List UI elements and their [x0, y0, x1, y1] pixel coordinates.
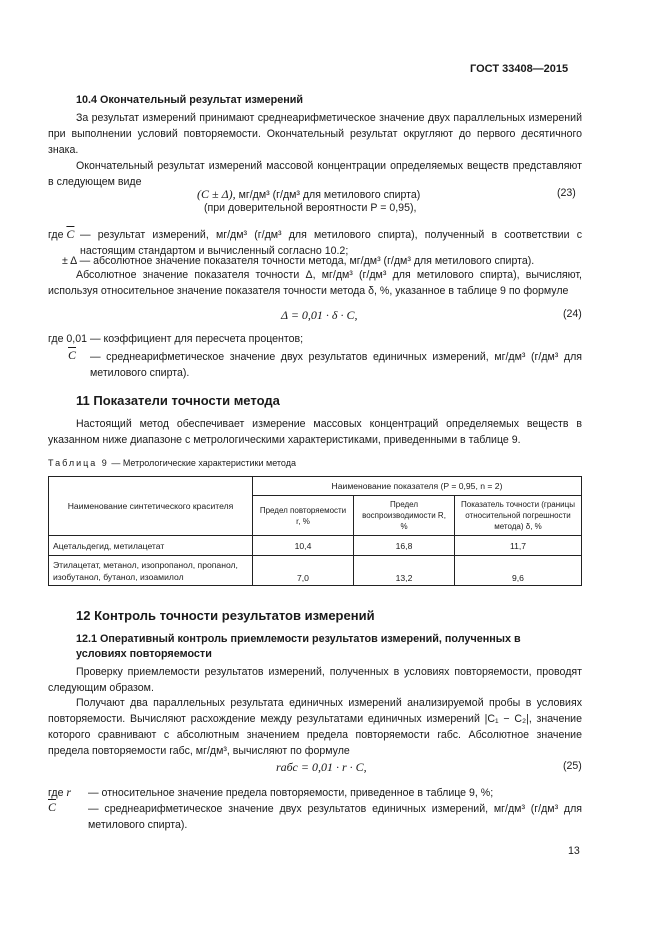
c-mean-symbol: $\overline{C}$ — [68, 348, 77, 362]
formula-24-expression: Δ = 0,01 · δ · C, — [281, 308, 358, 322]
section-10-4-title: 10.4 Окончательный результат измерений — [76, 94, 304, 106]
formula-24-number: (24) — [563, 308, 582, 320]
section-11-title: 11 Показатели точности метода — [76, 393, 280, 408]
table-cell-delta: 9,6 — [455, 556, 582, 586]
table-9-caption-text: — Метрологические характеристики метода — [111, 458, 296, 468]
where-001-definition: где 0,01 — коэффициент для пересчета процентов; — [48, 333, 304, 345]
table-cell-r: 10,4 — [253, 536, 354, 556]
table-9-header-r: Предел повторяемости r, % — [253, 496, 354, 536]
table-9 — [48, 476, 582, 586]
formula-23-probability: (при доверительной вероятности P = 0,95), — [204, 202, 417, 214]
formula-25-expression: rабс = 0,01 · r · C, — [276, 760, 367, 774]
table-9-caption-label: Таблица 9 — [48, 458, 109, 468]
where-c2-definition: — среднеарифметическое значение двух результатов единичных измерений, мг/дм³ (г/дм³ для метилового спирта). — [90, 351, 582, 379]
section-12-1-title: 12.1 Оперативный контроль приемлемости результатов измерений, полученных в условиях повторяемости — [76, 633, 521, 660]
table-9-header-group: Наименование показателя (P = 0,95, n = 2) — [253, 477, 582, 496]
where-r-definition: — относительное значение предела повторяемости, приведенное в таблице 9, %; — [88, 787, 494, 799]
formula-23-expression: (C ± Δ), — [197, 187, 236, 201]
table-cell-r: 7,0 — [253, 556, 354, 586]
table-row — [49, 556, 582, 586]
section-12-paragraph-2: Получают два параллельных результата единичных измерений анализируемой пробы в условиях повторяемости. Вычисляют расхождение между результатами единичных измерений |C₁ − C₂|, значение которого сравнивают с абсолютным значением предела повторяемости rабс. Абсолютное значение предела повторяемости rабс, мг/дм³, вычисляют по формуле — [48, 697, 582, 757]
table-cell-delta: 11,7 — [455, 536, 582, 556]
where-label-2: где r — [48, 785, 72, 799]
section-12-title: 12 Контроль точности результатов измерений — [76, 608, 375, 623]
table-9-header-delta: Показатель точности (границы относительной погрешности метода) δ, % — [455, 496, 582, 536]
section-11-paragraph: Настоящий метод обеспечивает измерение массовых концентраций определяемых веществ в указанном ниже диапазоне с метрологическими характеристиками, приведенными в таблице 9. — [48, 418, 582, 446]
section-12-paragraph-1: Проверку приемлемости результатов измерений, полученных в условиях повторяемости, проводят следующим образом. — [48, 666, 582, 694]
table-cell-name: Этилацетат, метанол, изопропанол, пропанол, изобутанол, бутанол, изоамилол — [49, 556, 253, 586]
where-delta-definition: ± Δ — абсолютное значение показателя точности метода, мг/дм³ (г/дм³ для метилового спирта). — [62, 255, 535, 267]
table-9-header-R: Предел воспроизводимости R, % — [354, 496, 455, 536]
document-id: ГОСТ 33408—2015 — [470, 63, 569, 75]
table-cell-R: 13,2 — [354, 556, 455, 586]
where-c-definition: — результат измерений, мг/дм³ (г/дм³ для метилового спирта), полученный в соответствии с настоящим стандартом и вычисленный согласно 10.2; — [80, 229, 582, 257]
table-cell-name: Ацетальдегид, метилацетат — [49, 536, 253, 556]
formula-23-number: (23) — [557, 187, 576, 199]
section-10-4-paragraph-2: Окончательный результат измерений массовой концентрации определяемых веществ представляют в следующем виде — [48, 160, 582, 188]
where-label: где $\overline{C}$ — [48, 227, 75, 241]
section-10-4-paragraph-1: За результат измерений принимают среднеарифметическое значение двух параллельных измерений при выполнении условий повторяемости. Окончательный результат округляют до первого десятичного знака. — [48, 112, 582, 156]
table-9-caption — [48, 458, 296, 468]
where-c3-definition: — среднеарифметическое значение двух результатов единичных измерений, мг/дм³ (г/дм³ для метилового спирта). — [88, 803, 582, 831]
table-cell-R: 16,8 — [354, 536, 455, 556]
formula-23 — [197, 187, 420, 202]
page-number: 13 — [568, 845, 580, 857]
section-10-4-paragraph-3: Абсолютное значение показателя точности Δ, мг/дм³ (г/дм³ для метилового спирта), вычисляют, используя относительное значение показателя точности метода δ, %, указанное в таблице 9 по формуле — [48, 269, 582, 297]
formula-23-unit: мг/дм³ (г/дм³ для метилового спирта) — [238, 189, 421, 201]
table-row — [49, 536, 582, 556]
c-mean-symbol-2: $\overline{C}$ — [48, 800, 57, 814]
formula-25-number: (25) — [563, 760, 582, 772]
table-9-header-name: Наименование синтетического красителя — [49, 477, 253, 536]
